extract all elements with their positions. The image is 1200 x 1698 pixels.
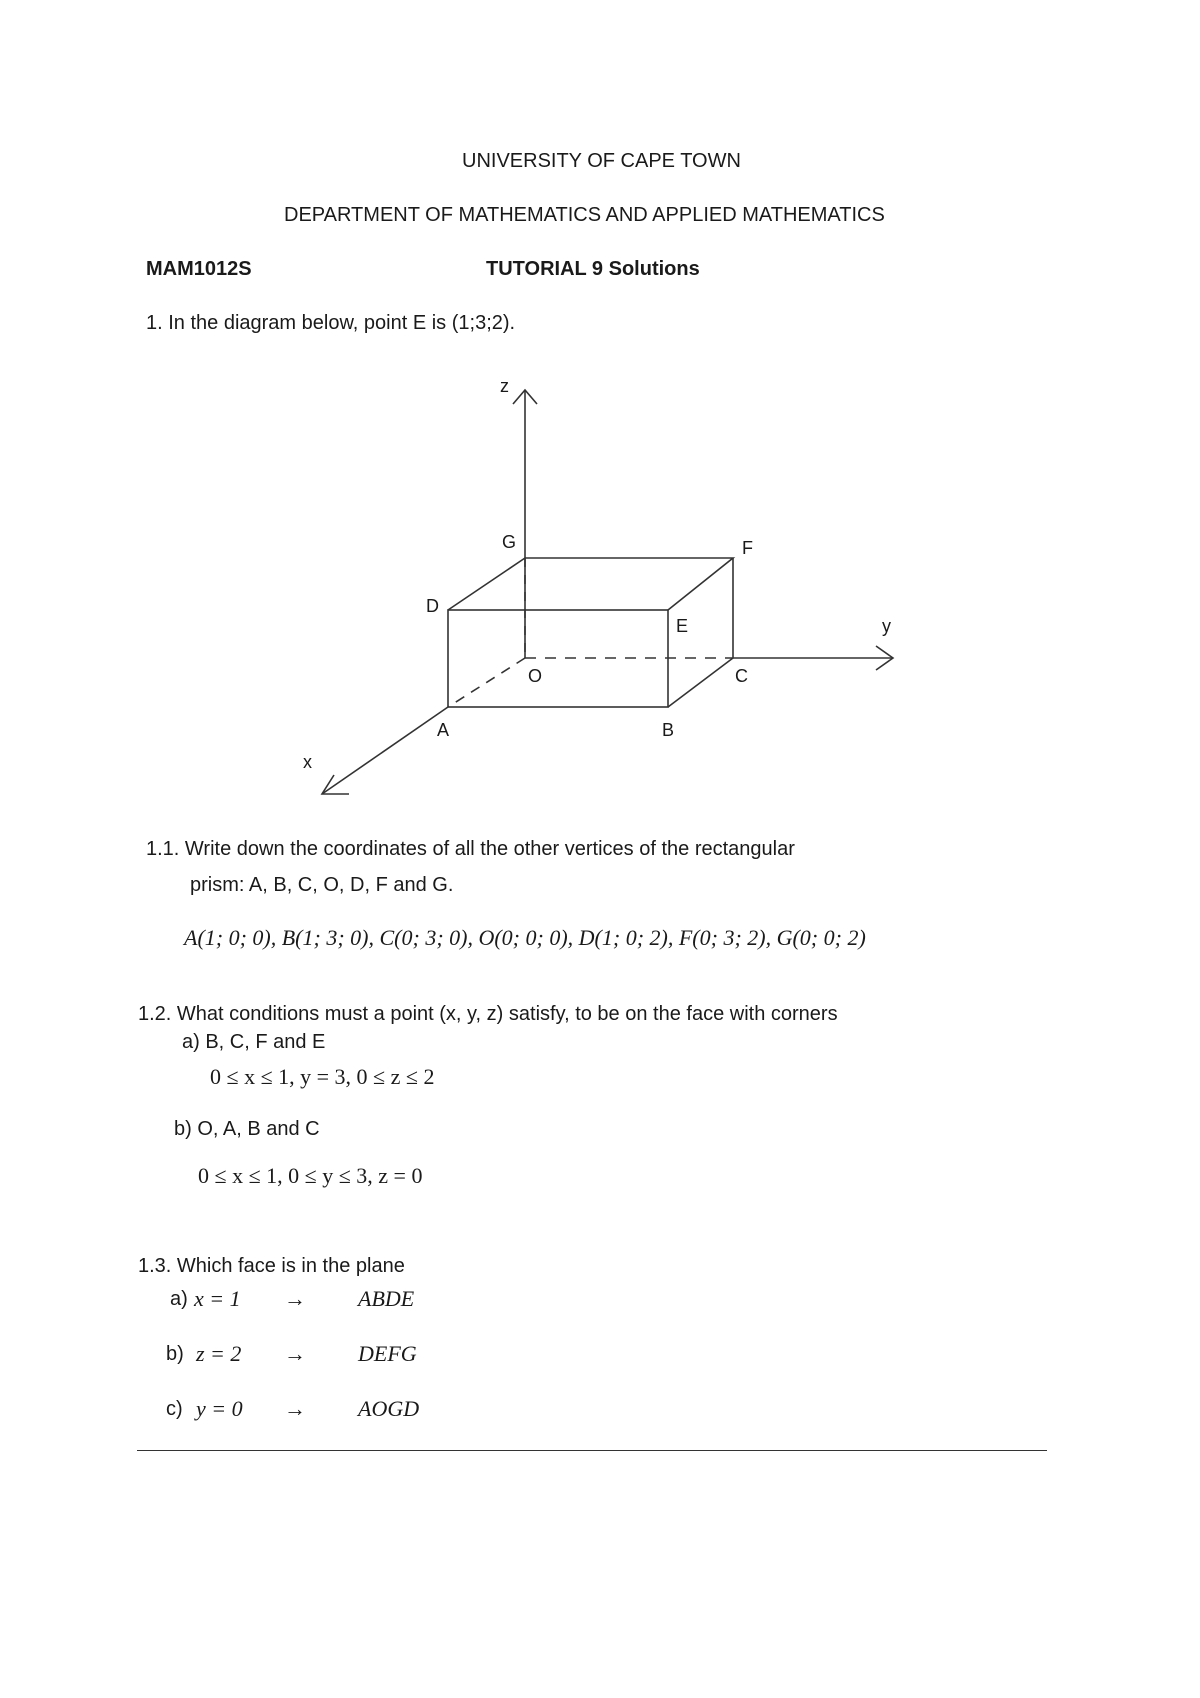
question-1-3: 1.3. Which face is in the plane [138,1255,405,1277]
question-1-2-part-a: a) B, C, F and E [182,1031,326,1053]
department-title: DEPARTMENT OF MATHEMATICS AND APPLIED MATHEMATICS [284,204,885,226]
vertex-label-g: G [502,532,517,552]
question-1-3-item-b-label: b) [166,1343,184,1365]
vertex-label-a: A [437,720,450,740]
y-axis-label: y [882,616,891,636]
answer-1-2-part-a: 0 ≤ x ≤ 1, y = 3, 0 ≤ z ≤ 2 [210,1064,435,1089]
question-1-3-item-b-arrow: → [284,1341,306,1366]
question-1-3-item-c-face: AOGD [358,1396,420,1421]
section-divider [137,1450,1047,1451]
question-1-2: 1.2. What conditions must a point (x, y, z) satisfy, to be on the face with corners [138,1003,838,1025]
question-1-2-part-b: b) O, A, B and C [174,1118,320,1140]
question-1-3-item-c-arrow: → [284,1396,306,1421]
question-1-1-line2: prism: A, B, C, O, D, F and G. [190,874,454,896]
vertex-label-o: O [528,666,543,686]
question-1-3-item-b-equation: z = 2 [196,1341,242,1366]
question-1-3-item-a-arrow: → [284,1286,306,1311]
vertex-label-d: D [426,596,439,616]
university-title: UNIVERSITY OF CAPE TOWN [462,150,741,172]
question-1-3-item-b-face: DEFG [358,1341,417,1366]
vertex-label-c: C [735,666,748,686]
x-axis [322,707,448,794]
hidden-edge-oa [448,658,525,707]
z-axis-label: z [500,376,509,396]
question-1-3-item-a-label: a) [170,1288,188,1310]
question-1-3-item-a-equation: x = 1 [194,1286,241,1311]
vertex-label-f: F [742,538,753,558]
course-code: MAM1012S [146,258,252,280]
prism-diagram [0,370,1200,830]
answer-1-1-coordinates: A(1; 0; 0), B(1; 3; 0), C(0; 3; 0), O(0; 0; 0), D(1; 0; 2), F(0; 3; 2), G(0; 0; 2) [184,925,866,950]
x-axis-label: x [303,752,312,772]
answer-1-2-part-b: 0 ≤ x ≤ 1, 0 ≤ y ≤ 3, z = 0 [198,1163,423,1188]
question-1-3-item-c-equation: y = 0 [196,1396,243,1421]
question-1-intro: 1. In the diagram below, point E is (1;3;2). [146,312,516,334]
vertex-label-b: B [662,720,675,740]
question-1-3-item-a-face: ABDE [358,1286,415,1311]
question-1-3-item-c-label: c) [166,1398,183,1420]
vertex-label-e: E [676,616,689,636]
question-1-1-line1: 1.1. Write down the coordinates of all the other vertices of the rectangular [146,838,795,860]
top-face-edges [448,558,733,610]
tutorial-title: TUTORIAL 9 Solutions [486,258,700,280]
